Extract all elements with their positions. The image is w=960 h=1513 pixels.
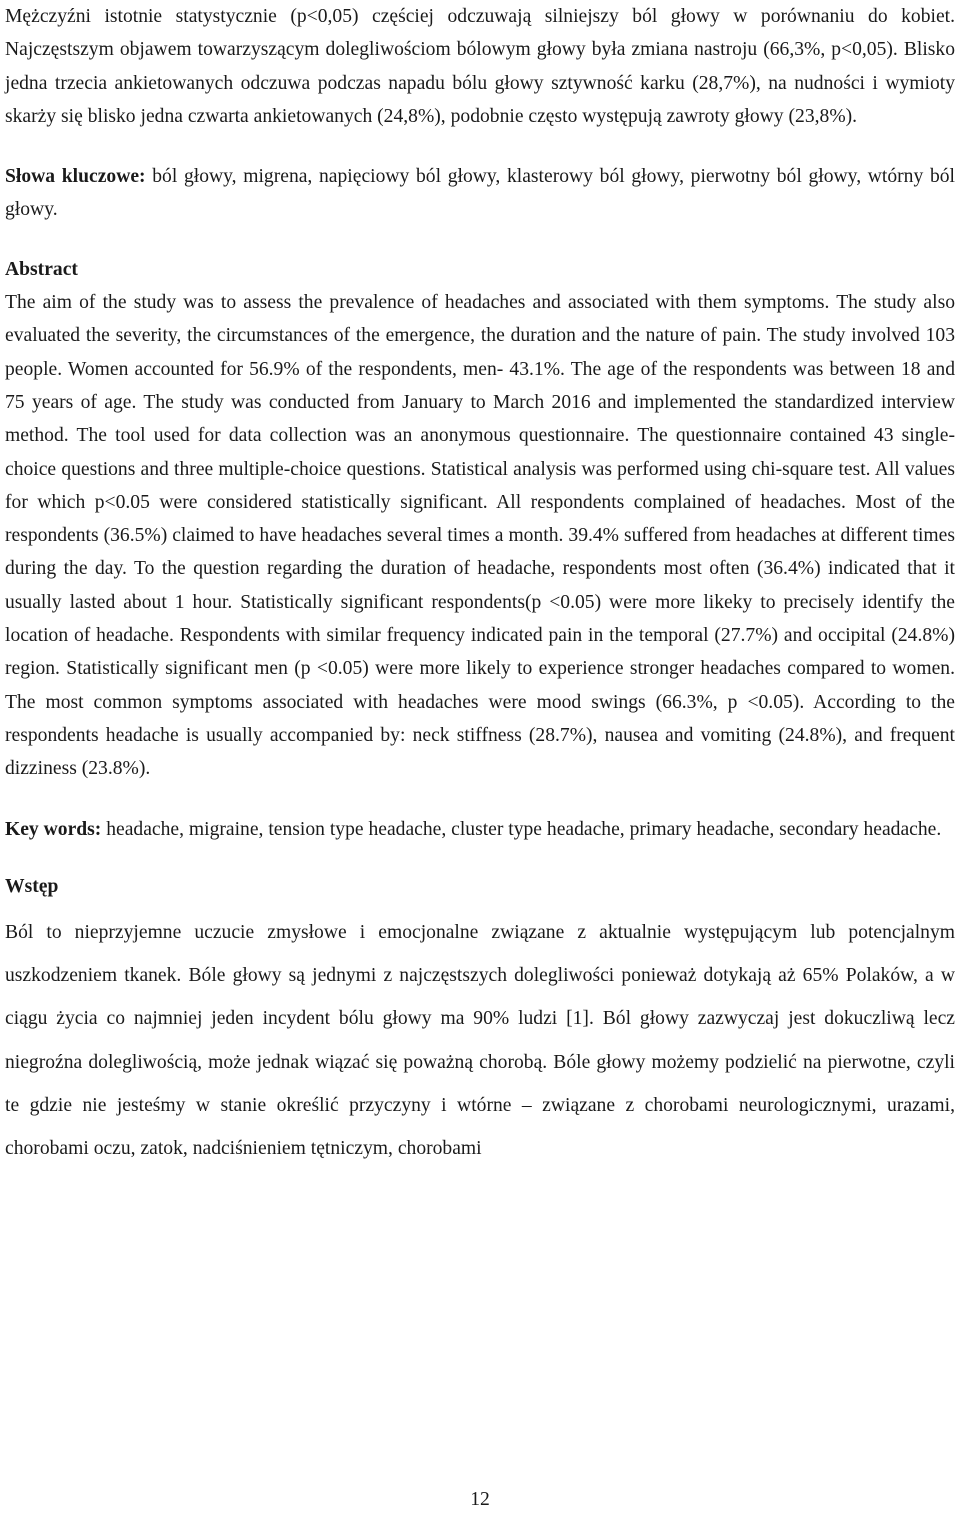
keywords-pl-text: ból głowy, migrena, napięciowy ból głowy, klasterowy ból głowy, pierwotny ból głowy, wtórny ból głowy. bbox=[5, 166, 955, 221]
abstract-heading: Abstract bbox=[5, 258, 78, 280]
page-number: 12 bbox=[470, 1489, 490, 1510]
keywords-pl bbox=[5, 160, 955, 227]
abstract-text: The aim of the study was to assess the prevalence of headaches and associated with them symptoms. The study also evaluated the severity, the circumstances of the emergence, the duration and the nature of pain. The study involved 103 people. Women accounted for 56.9% of the respondents, men- 43.1%. The age of the respondents was between 18 and 75 years of age. The study was conducted from January to March 2016 and implemented the standardized interview method. The tool used for data collection was an anonymous questionnaire. The questionnaire contained 43 single-choice questions and three multiple-choice questions. Statistical analysis was performed using chi-square test. All values for which p<0.05 were considered statistically significant. All respondents complained of headaches. Most of the respondents (36.5%) claimed to have headaches several times a month. 39.4% suffered from headaches at different times during the day. To the question regarding the duration of headache, respondents most often (36.4%) indicated that it usually lasted about 1 hour. Statistically significant respondents(p <0.05) were more likeky to precisely identify the location of headache. Respondents with similar frequency indicated pain in the temporal (27.7%) and occipital (24.8%) region. Statistically significant men (p <0.05) were more likely to experience stronger headaches compared to women. The most common symptoms associated with headaches were mood swings (66.3%, p <0.05). According to the respondents headache is usually accompanied by: neck stiffness (28.7%), nausea and vomiting (24.8%), and frequent dizziness (23.8%). bbox=[5, 292, 955, 780]
keywords-en-label: Key words: bbox=[5, 818, 102, 840]
introduction-heading: Wstęp bbox=[5, 875, 59, 897]
keywords-pl-label: Słowa kluczowe: bbox=[5, 166, 146, 188]
abstract-pl-continuation: Mężczyźni istotnie statystycznie (p<0,05) częściej odczuwają silniejszy ból głowy w porównaniu do kobiet. Najczęstszym objawem towarzyszącym dolegliwościom bólowym głowy była zmiana nastroju (66,3%, p<0,05). Blisko jedna trzecia ankietowanych odczuwa podczas napadu bólu głowy sztywność karku (28,7%), na nudności i wymioty skarży się blisko jedna czwarta ankietowanych (24,8%), podobnie często występują zawroty głowy (23,8%). bbox=[5, 6, 955, 127]
paper-page bbox=[5, 0, 955, 1171]
keywords-en-text: headache, migraine, tension type headache, cluster type headache, primary headache, secondary headache. bbox=[101, 818, 942, 840]
introduction-text: Ból to nieprzyjemne uczucie zmysłowe i emocjonalne związane z aktualnie występującym lub potencjalnym uszkodzeniem tkanek. Bóle głowy są jednymi z najczęstszych dolegliwości ponieważ dotykają aż 65% Polaków, a w ciągu życia co najmniej jeden incydent bólu głowy ma 90% ludzi [1]. Ból głowy zazwyczaj jest dokuczliwą lecz niegroźna dolegliwością, może jednak wiązać się poważną chorobą. Bóle głowy możemy podzielić na pierwotne, czyli te gdzie nie jesteśmy w stanie określić przyczyny i wtórne – związane z chorobami neurologicznymi, urazami, chorobami oczu, zatok, nadciśnieniem tętniczym, chorobami bbox=[5, 921, 955, 1160]
keywords-en bbox=[5, 813, 955, 846]
